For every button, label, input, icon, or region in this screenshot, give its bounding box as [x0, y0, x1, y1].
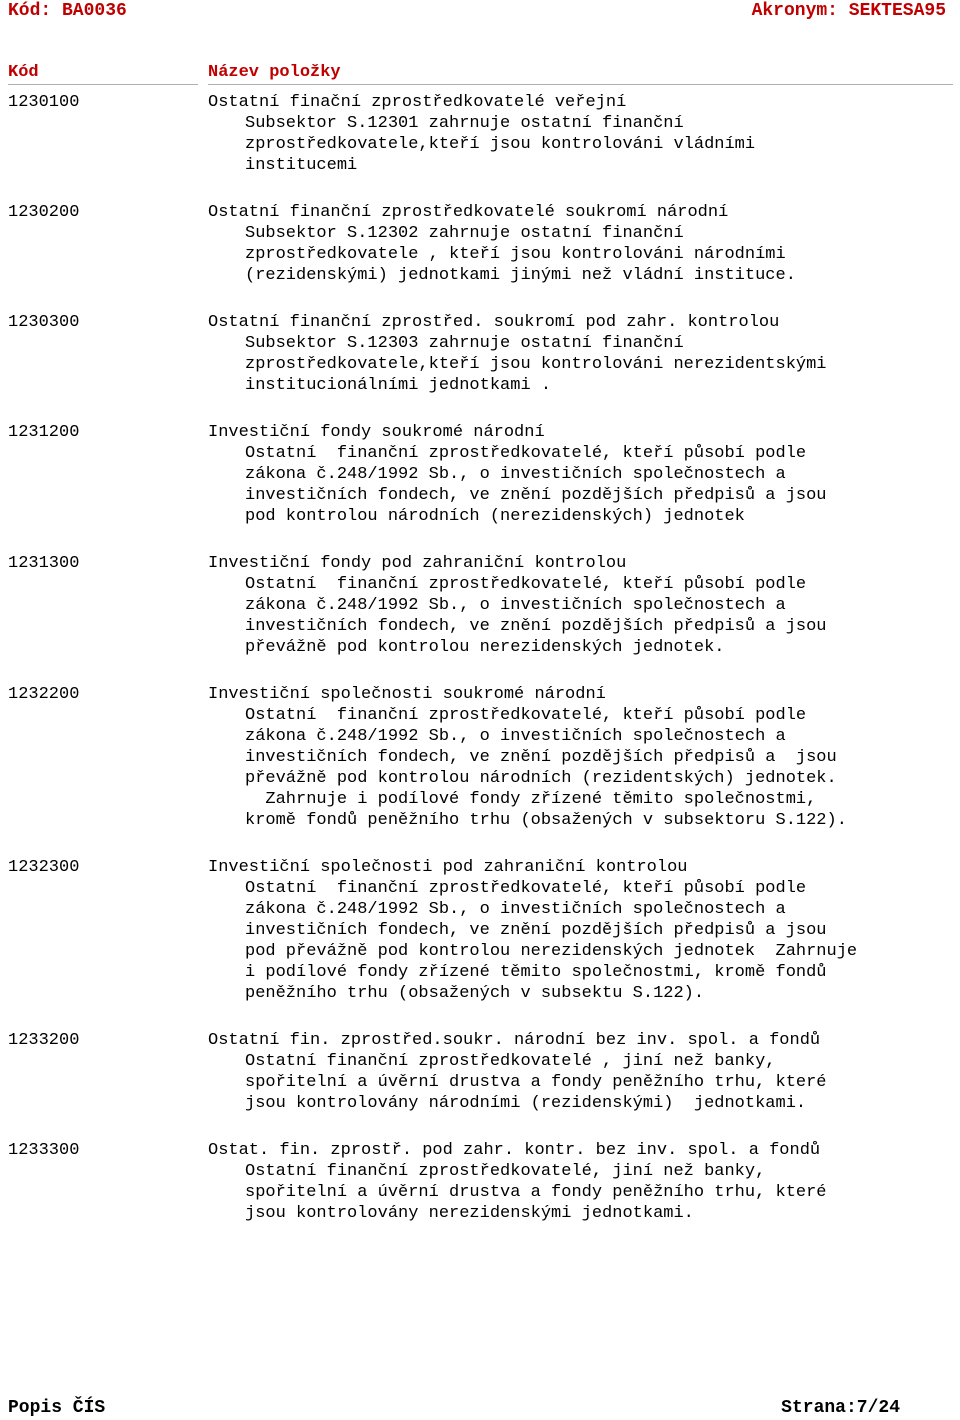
entry-code: 1233300: [8, 1141, 80, 1160]
entry-code: 1232300: [8, 858, 80, 877]
list-item: [0, 1030, 960, 1114]
entry-code: 1230200: [8, 203, 80, 222]
entry-code: 1231200: [8, 423, 80, 442]
entry-title: Ostatní finanční zprostředkovatelé soukromí národní: [208, 203, 729, 222]
header-acronym: Akronym: SEKTESA95: [751, 1, 946, 21]
entry-code: 1233200: [8, 1031, 80, 1050]
entry-title: Ostatní finační zprostředkovatelé veřejní: [208, 93, 627, 112]
entry-description: Ostatní finanční zprostředkovatelé, kteří působí podle zákona č.248/1992 Sb., o investičních společnostech a investičních fondech, ve znění pozdějších předpisů a jsou pod převážně pod kontrolou nerezidenských jednotek Zahrnuje i podílové fondy zřízené těmito společnostmi, kromě fondů peněžního trhu (obsažených v subsektu S.122).: [245, 879, 858, 1003]
page-header: [0, 0, 960, 22]
page-footer: [0, 1397, 960, 1419]
list-item: [0, 553, 960, 658]
entry-code: 1231300: [8, 554, 80, 573]
entry-list: [0, 92, 960, 1250]
footer-document-name: Popis ČÍS: [8, 1398, 106, 1418]
entry-code: 1230300: [8, 313, 80, 332]
entry-code: 1232200: [8, 685, 80, 704]
entry-title: Investiční fondy pod zahraniční kontrolou: [208, 554, 627, 573]
list-item: [0, 202, 960, 286]
column-header-name: Název položky: [208, 63, 341, 82]
entry-title: Investiční společnosti soukromé národní: [208, 685, 606, 704]
entry-title: Investiční společnosti pod zahraniční kontrolou: [208, 858, 688, 877]
entry-description: Subsektor S.12301 zahrnuje ostatní finanční zprostředkovatele,kteří jsou kontrolováni vládními institucemi: [245, 114, 756, 175]
list-item: [0, 1140, 960, 1224]
list-item: [0, 422, 960, 527]
entry-title: Investiční fondy soukromé národní: [208, 423, 545, 442]
entry-description: Ostatní finanční zprostředkovatelé, kteří působí podle zákona č.248/1992 Sb., o investičních společnostech a investičních fondech, ve znění pozdějších předpisů a jsou převážně pod kontrolou národních (rezidentských) jednotek. Zahrnuje i podílové fondy zřízené těmito společnostmi, kromě fondů peněžního trhu (obsažených v subsektoru S.122).: [245, 706, 847, 830]
list-item: [0, 857, 960, 1004]
entry-description: Subsektor S.12302 zahrnuje ostatní finanční zprostředkovatele , kteří jsou kontrolováni národními (rezidenskými) jednotkami jinými než vládní instituce.: [245, 224, 796, 285]
entry-description: Subsektor S.12303 zahrnuje ostatní finanční zprostředkovatele,kteří jsou kontrolováni nerezidentskými institucionálními jednotkami .: [245, 334, 827, 395]
entry-description: Ostatní finanční zprostředkovatelé, jiní než banky, spořitelní a úvěrní drustva a fondy peněžního trhu, které jsou kontrolovány nerezidenskými jednotkami.: [245, 1162, 827, 1223]
list-item: [0, 312, 960, 396]
list-item: [0, 92, 960, 176]
footer-page-number: Strana:7/24: [781, 1398, 900, 1418]
entry-description: Ostatní finanční zprostředkovatelé, kteří působí podle zákona č.248/1992 Sb., o investičních společnostech a investičních fondech, ve znění pozdějších předpisů a jsou pod kontrolou národních (nerezidenských) jednotek: [245, 444, 827, 526]
header-code: Kód: BA0036: [8, 1, 127, 21]
column-divider-code: [8, 84, 198, 85]
entry-code: 1230100: [8, 93, 80, 112]
column-divider-name: [208, 84, 953, 85]
entry-description: Ostatní finanční zprostředkovatelé , jiní než banky, spořitelní a úvěrní drustva a fondy peněžního trhu, které jsou kontrolovány národními (rezidenskými) jednotkami.: [245, 1052, 827, 1113]
list-item: [0, 684, 960, 831]
entry-description: Ostatní finanční zprostředkovatelé, kteří působí podle zákona č.248/1992 Sb., o investičních společnostech a investičních fondech, ve znění pozdějších předpisů a jsou převážně pod kontrolou nerezidenských jednotek.: [245, 575, 827, 657]
column-header-code: Kód: [8, 63, 39, 82]
entry-title: Ostatní finanční zprostřed. soukromí pod zahr. kontrolou: [208, 313, 780, 332]
entry-title: Ostatní fin. zprostřed.soukr. národní bez inv. spol. a fondů: [208, 1031, 821, 1050]
entry-title: Ostat. fin. zprostř. pod zahr. kontr. bez inv. spol. a fondů: [208, 1141, 821, 1160]
